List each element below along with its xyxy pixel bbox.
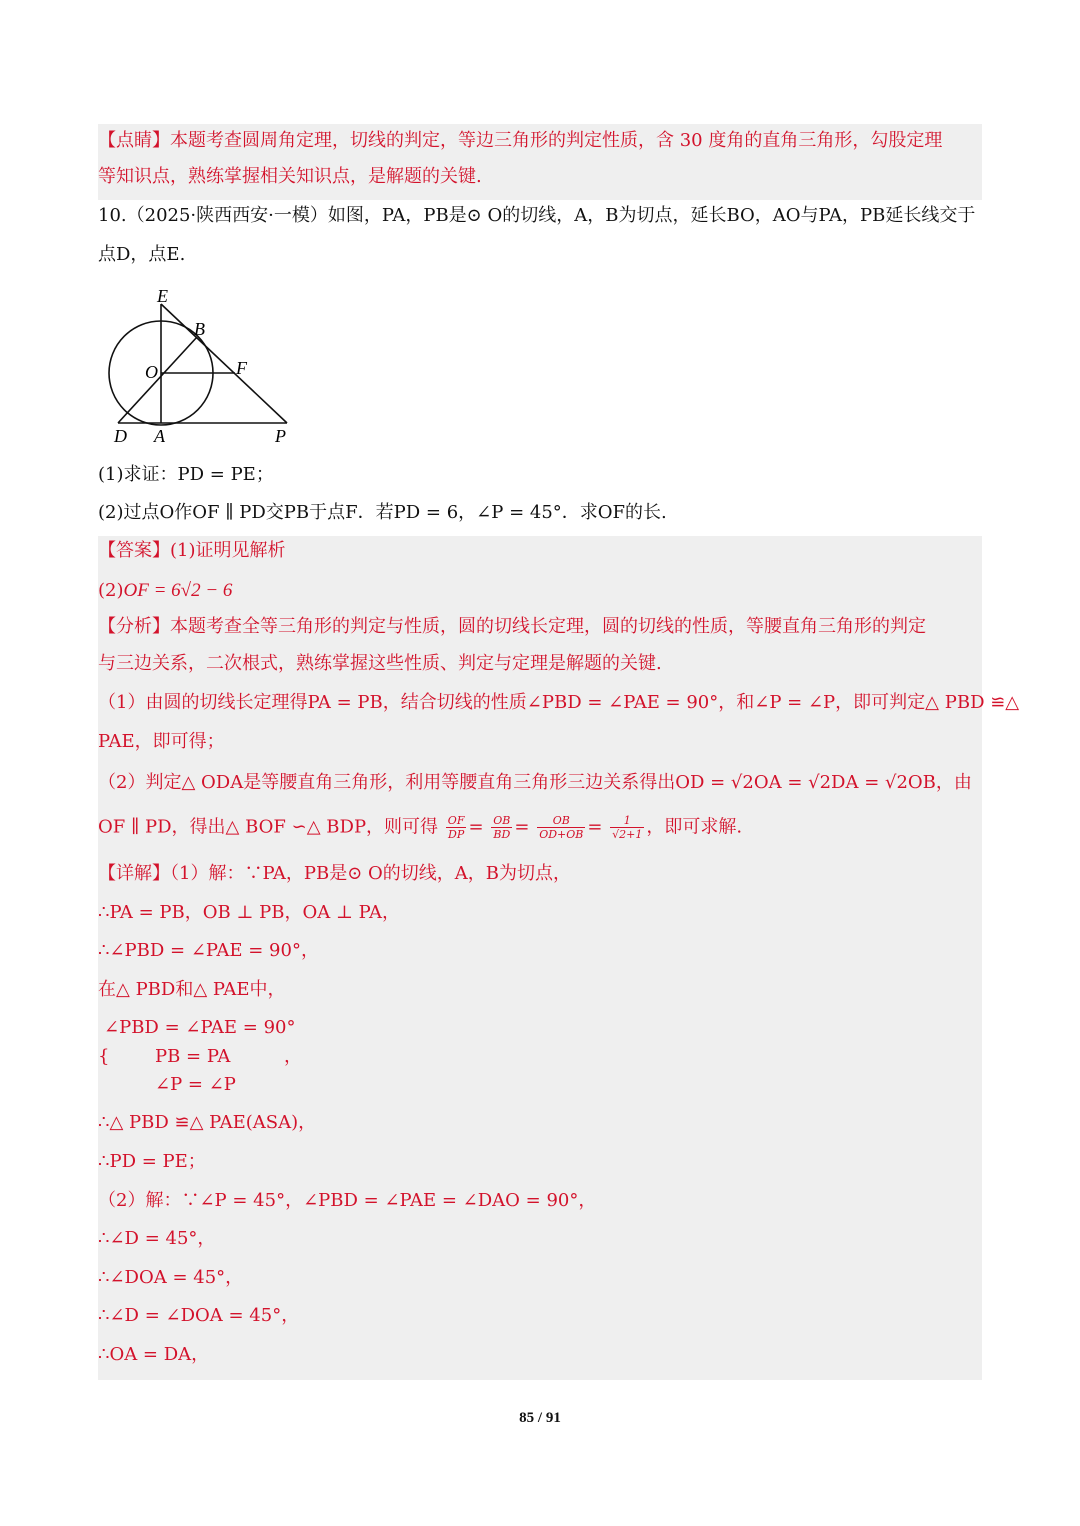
detail-line-2: ∴PA = PB，OB ⊥ PB，OA ⊥ PA， bbox=[98, 902, 401, 923]
fraction-one-root: $\frac{1}{√2+1}$ bbox=[612, 814, 643, 841]
label-b: B bbox=[194, 319, 205, 339]
segment-ep bbox=[161, 304, 287, 423]
label-o: O bbox=[145, 362, 158, 382]
system-line-2: PB = PA bbox=[155, 1046, 231, 1067]
tip-line-2: 等知识点，熟练掌握相关知识点，是解题的关键. bbox=[98, 166, 482, 187]
analysis-line-4: PAE，即可得； bbox=[98, 731, 225, 752]
detail-line-9: ∴∠DOA = 45°， bbox=[98, 1267, 244, 1288]
detail-line-4: 在△ PBD和△ PAE中， bbox=[98, 979, 286, 1000]
label-f: F bbox=[236, 358, 247, 378]
detail-line-11: ∴OA = DA， bbox=[98, 1344, 210, 1365]
detail-line-8: ∴∠D = 45°， bbox=[98, 1228, 216, 1249]
system-line-3: ∠P = ∠P bbox=[155, 1074, 236, 1095]
detail-tag: 【详解】 bbox=[98, 863, 170, 884]
label-a: A bbox=[154, 426, 165, 446]
detail-line-7: （2）解：∵∠P = 45°，∠PBD = ∠PAE = ∠DAO = 90°， bbox=[98, 1190, 597, 1211]
system-brace: { bbox=[98, 1046, 110, 1067]
problem-line-2: 点D，点E. bbox=[98, 244, 186, 265]
system-line-1: ∠PBD = ∠PAE = 90° bbox=[104, 1017, 296, 1038]
fraction-of-dp: $\frac{OF}{DP}$ bbox=[447, 814, 465, 841]
analysis-line-6: OF ∥ PD，得出△ BOF ∽△ BDP，则可得 $\frac{OF}{DP}$ = $\frac{OB}{BD}$ = $\frac{OB}{OD+OB}$ = $\frac{1}{√2+1}$ ，即可求解. bbox=[98, 814, 743, 841]
detail-line-10: ∴∠D = ∠DOA = 45°， bbox=[98, 1305, 300, 1326]
detail-line-3: ∴∠PBD = ∠PAE = 90°， bbox=[98, 940, 319, 961]
analysis-line-5: （2）判定△ ODA是等腰直角三角形，利用等腰直角三角形三边关系得出OD = √2OA = √2DA = √2OB，由 bbox=[98, 772, 972, 793]
system-comma: ， bbox=[284, 1046, 302, 1067]
detail-line-6: ∴PD = PE； bbox=[98, 1151, 206, 1172]
analysis-line-1: 【分析】本题考查全等三角形的判定与性质，圆的切线长定理，圆的切线的性质，等腰直角三角形的判定 bbox=[98, 616, 926, 637]
label-d: D bbox=[114, 426, 127, 446]
answer-tag: 【答案】 bbox=[98, 540, 170, 561]
problem-line-1: 10.（2025·陕西西安·一模）如图，PA，PB是⊙ O的切线，A，B为切点，延长BO，AO与PA，PB延长线交于 bbox=[98, 205, 976, 226]
question-1: (1)求证：PD = PE； bbox=[98, 464, 274, 485]
detail-line-5: ∴△ PBD ≌△ PAE(ASA)， bbox=[98, 1112, 317, 1133]
answer-line-1: 【答案】(1)证明见解析 bbox=[98, 540, 286, 561]
page-number: 85 / 91 bbox=[519, 1410, 561, 1426]
label-p: P bbox=[275, 426, 286, 446]
detail-line-1: 【详解】（1）解：∵PA，PB是⊙ O的切线，A，B为切点， bbox=[98, 863, 572, 884]
question-2: (2)过点O作OF ∥ PD交PB于点F．若PD = 6，∠P = 45°．求OF的长. bbox=[98, 502, 667, 523]
fraction-ob-bd: $\frac{OB}{BD}$ bbox=[493, 814, 511, 841]
analysis-line-2: 与三边关系，二次根式，熟练掌握这些性质、判定与定理是解题的关键. bbox=[98, 653, 662, 674]
label-e: E bbox=[157, 286, 168, 306]
analysis-tag: 【分析】 bbox=[98, 616, 170, 637]
answer-line-2: (2)OF = 6√2 − 6 bbox=[98, 580, 233, 601]
analysis-line-3: （1）由圆的切线长定理得PA = PB，结合切线的性质∠PBD = ∠PAE = 90°，和∠P = ∠P，即可判定△ PBD ≌△ bbox=[98, 692, 1020, 713]
tip-line-1: 【点睛】本题考查圆周角定理，切线的判定，等边三角形的判定性质，含 30 度角的直角三角形，勾股定理 bbox=[98, 130, 943, 151]
geometry-figure bbox=[100, 282, 300, 447]
fraction-ob-odob: $\frac{OB}{OD+OB}$ bbox=[539, 814, 584, 841]
tip-tag: 【点睛】 bbox=[98, 130, 170, 151]
